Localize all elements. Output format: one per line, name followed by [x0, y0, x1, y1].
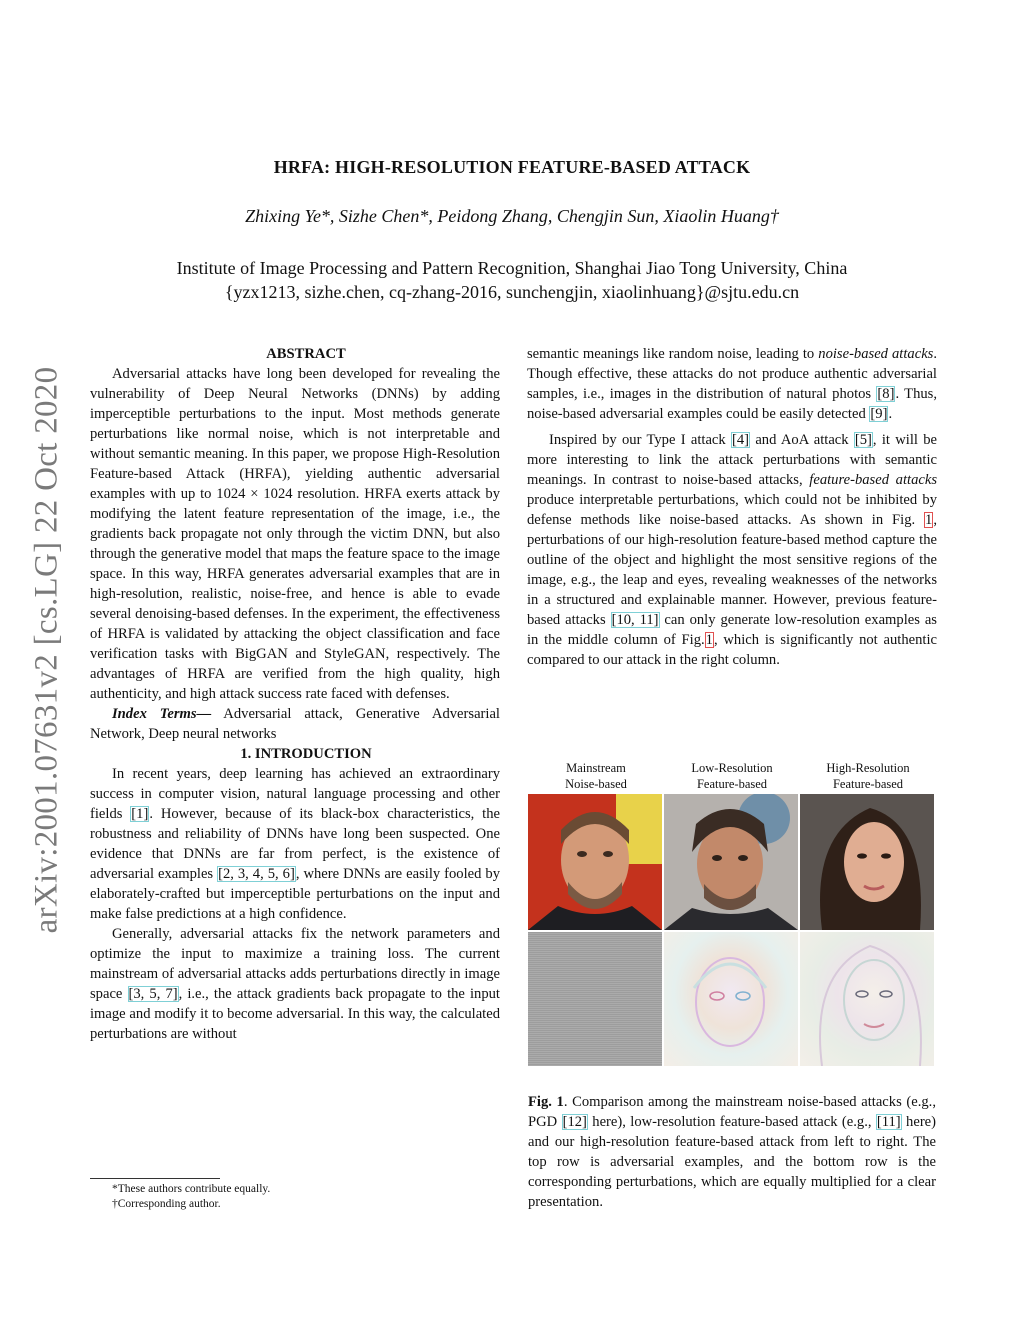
- text-run: here) and our high-resolution feature-based attack from left to right. The top row is adversarial examples, and the bottom row is the corresponding perturbations, which are equally multiplied for a clear presentation.: [528, 1114, 937, 1210]
- figure-link[interactable]: 1: [925, 512, 933, 528]
- perturbation-illustration: [800, 932, 934, 1066]
- perturbation-high-resolution: [800, 932, 934, 1066]
- citation-link[interactable]: [8]: [877, 386, 895, 402]
- citation-link[interactable]: [11]: [876, 1114, 901, 1130]
- adversarial-face-high-resolution: [800, 794, 934, 930]
- text-run: In recent years, deep learning has achieved an extraordinary success in computer vision, natural language processing and other fields: [90, 766, 500, 822]
- text-run: . Comparison among the mainstream noise-based attacks (e.g., PGD: [528, 1094, 936, 1130]
- text-run: can only generate low-resolution examples as in the middle column of Fig.: [527, 612, 937, 648]
- citation-link[interactable]: [10, 11]: [611, 612, 659, 628]
- text-run: , it will be more interesting to link the attack perturbations with semantic meanings. In contrast to noise-based attacks,: [527, 432, 937, 488]
- author-emails: {yzx1213, sizhe.chen, cq-zhang-2016, sunchengjin, xiaolinhuang}@sjtu.edu.cn: [224, 282, 800, 302]
- citation-link[interactable]: [3, 5, 7]: [128, 986, 178, 1002]
- caption-label: Fig. 1: [528, 1094, 564, 1110]
- emphasis: feature-based attacks: [809, 472, 937, 488]
- figure-1-caption: [528, 1092, 936, 1212]
- text-run: , perturbations of our high-resolution feature-based method capture the outline of the object and highlight the most sensitive regions of the image, e.g., the leap and eyes, revealing weaknesses of the networks in a structured and explainable manner. However, previous feature-based attacks: [527, 512, 937, 628]
- citation-link[interactable]: [4]: [732, 432, 750, 448]
- face-illustration: [664, 794, 798, 930]
- figure-image-grid: [528, 794, 936, 1066]
- figure-column-headers: [528, 760, 936, 794]
- affiliation-block: [0, 256, 1024, 304]
- text-run: , i.e., the attack gradients back propagate to the input image and modify it to become adversarial. In this way, the calculated perturbations are without: [90, 986, 500, 1042]
- citation-link[interactable]: [5]: [854, 432, 872, 448]
- text-run: here), low-resolution feature-based attack (e.g.,: [587, 1114, 876, 1130]
- abstract-heading: ABSTRACT: [266, 346, 346, 362]
- header-line: Feature-based: [696, 777, 768, 791]
- intro-paragraph-1: [90, 764, 500, 924]
- figure-1: [528, 760, 936, 1212]
- adversarial-face-noise-based: [528, 794, 662, 930]
- footnote-equal-contribution: *These authors contribute equally.: [112, 1183, 271, 1195]
- citation-link[interactable]: [1]: [131, 806, 149, 822]
- citation-link[interactable]: [9]: [870, 406, 888, 422]
- arxiv-sidebar: [22, 350, 72, 950]
- text-run: . Thus, noise-based adversarial examples could be easily detected: [527, 386, 937, 422]
- adversarial-face-low-resolution: [664, 794, 798, 930]
- header-line: Low-Resolution: [691, 761, 773, 775]
- citation-link[interactable]: [12]: [562, 1114, 587, 1130]
- left-column: [90, 344, 500, 1044]
- affiliation: Institute of Image Processing and Pattern Recognition, Shanghai Jiao Tong University, China: [176, 258, 848, 278]
- emphasis: noise-based attacks: [818, 346, 934, 362]
- perturbation-low-resolution: [664, 932, 798, 1066]
- index-terms-label: Index Terms—: [112, 706, 212, 722]
- face-illustration: [528, 794, 662, 930]
- intro-heading: 1. INTRODUCTION: [240, 746, 372, 762]
- index-terms: [90, 704, 500, 744]
- footnote-corresponding-author: †Corresponding author.: [112, 1198, 221, 1210]
- right-column: [527, 344, 937, 670]
- text-run: and AoA attack: [750, 432, 854, 448]
- text-run: , which is significantly not authentic compared to our attack in the right column.: [527, 632, 937, 668]
- footnote-rule: [90, 1178, 220, 1179]
- index-terms-text: Adversarial attack, Generative Adversarial Network, Deep neural networks: [90, 706, 500, 742]
- arxiv-identifier: arXiv:2001.07631v2 [cs.LG] 22 Oct 2020: [28, 366, 65, 934]
- text-run: . However, because of its black-box characteristics, the robustness and reliability of DNNs have long been suspected. One evidence that DNNs are far from perfect, is the existence of adversarial examples: [90, 806, 501, 882]
- header-line: Mainstream: [566, 761, 626, 775]
- paper-title: HRFA: HIGH-RESOLUTION FEATURE-BASED ATTACK: [273, 157, 751, 177]
- abstract-text: Adversarial attacks have long been developed for revealing the vulnerability of Deep Neural Networks (DNNs) by adding imperceptible perturbations to the input. Most methods generate perturbations like normal noise, which is not interpretable and without semantic meaning. In this paper, we propose High-Resolution Feature-based Attack (HRFA), yielding authentic adversarial examples with up to 1024 × 1024 resolution. HRFA exerts attack by modifying the latent feature representation of the image, i.e., the gradients back propagate not only through the victim DNN, but also through the generative model that maps the feature space to the image space. In this way, HRFA generates adversarial examples that are in high-resolution, realistic, noise-free, and hence is able to evade several denoising-based defenses. In the experiment, the effectiveness of HRFA is validated by attacking the object classification and face verification tasks with BigGAN and StyleGAN, respectively. The advantages of HRFA are verified from the high quality, high authenticity, and high attack success rate faced with defenses.: [90, 366, 500, 702]
- face-illustration: [800, 794, 934, 930]
- author-list: Zhixing Ye*, Sizhe Chen*, Peidong Zhang, Chengjin Sun, Xiaolin Huang†: [245, 206, 779, 226]
- text-run: , where DNNs are easily fooled by elaborately-crafted but imperceptible perturbations on the input and make false predictions at a high confidence.: [90, 866, 501, 922]
- column-header-low-resolution: [664, 760, 800, 794]
- figure-link[interactable]: 1: [705, 632, 713, 648]
- text-run: semantic meanings like random noise, leading to: [527, 346, 819, 362]
- citation-link[interactable]: [2, 3, 4, 5, 6]: [218, 866, 295, 882]
- header-line: Feature-based: [832, 777, 904, 791]
- perturbation-illustration: [664, 932, 798, 1066]
- text-run: Inspired by our Type I attack: [549, 432, 731, 448]
- text-run: produce interpretable perturbations, which could not be inhibited by defense methods like noise-based attacks. As shown in Fig.: [527, 492, 937, 528]
- column-header-high-resolution: [800, 760, 936, 794]
- perturbation-noise-based: [528, 932, 662, 1066]
- right-paragraph-2: [527, 430, 937, 670]
- footnotes: [90, 1178, 500, 1212]
- header-line: High-Resolution: [826, 761, 910, 775]
- intro-paragraph-2: [90, 924, 500, 1044]
- text-run: . Though effective, these attacks do not produce authentic adversarial samples, i.e., images in the distribution of natural photos: [527, 346, 938, 402]
- right-paragraph-1: [527, 344, 937, 424]
- text-run: Generally, adversarial attacks fix the network parameters and optimize the input to maximize a training loss. The current mainstream of adversarial attacks adds perturbations directly in image space: [90, 926, 500, 1002]
- header-line: Noise-based: [565, 777, 627, 791]
- text-run: .: [888, 406, 893, 422]
- column-header-noise-based: [528, 760, 664, 794]
